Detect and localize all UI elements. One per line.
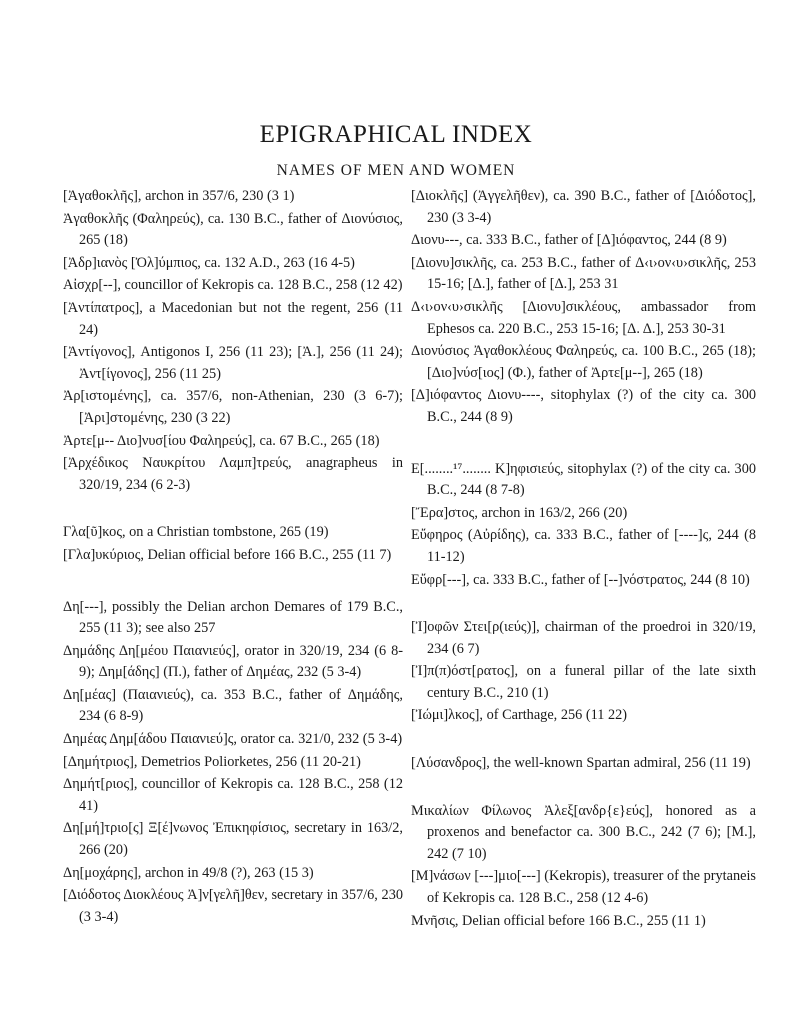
index-entry: [Ἰ]οφῶν Στει[ρ(ιεύς)], chairman of the proedroi in 320/19, 234 (6 7) [411,619,756,657]
index-entry: [Ἀγαθοκλῆς], archon in 357/6, 230 (3 1) [63,188,295,204]
index-entry: Διονύσιος Ἀγαθοκλέους Φαληρεύς, ca. 100 B.C., 265 (18); [Διο]νύσ[ιος] (Φ.), father of Ἀρτε[μ--], 265 (18) [411,343,756,381]
index-entry: Ἀρ[ιστομένης], ca. 357/6, non-Athenian, 230 (3 6-7); [Ἀρι]στομένης, 230 (3 22) [63,388,403,426]
index-entry: Εὔφρ[---], ca. 333 B.C., father of [--]νόστρατος, 244 (8 10) [411,571,750,588]
index-entry: [Ἔρα]στος, archon in 163/2, 266 (20) [411,504,628,521]
index-entry: Ἀγαθοκλῆς (Φαληρεύς), ca. 130 B.C., father of Διονύσιος, 265 (18) [63,210,403,249]
index-entry: Δη[μοχάρης], archon in 49/8 (?), 263 (15 3) [63,864,314,881]
index-column-right [411,186,756,933]
index-entry: Διονυ---, ca. 333 B.C., father of [Δ]ιόφαντος, 244 (8 9) [411,232,727,249]
index-entry: Δη[μέας] (Παιανιεύς), ca. 353 B.C., father of Δημάδης, 234 (6 8-9) [63,686,403,725]
index-entry: Ἀρτε[μ-- Διο]νυσ[ίου Φαληρεύς], ca. 67 B.C., 265 (18) [63,432,380,449]
index-entry: [Ἀρχέδικος Ναυκρίτου Λαμπ]τρεύς, anagrapheus in 320/19, 234 (6 2-3) [63,455,403,493]
index-entry: Αἰσχρ[--], councillor of Kekropis ca. 128 B.C., 258 (12 42) [63,277,403,294]
index-entry: Δη[---], possibly the Delian archon Demares of 179 B.C., 255 (11 3); see also 257 [63,598,403,637]
index-entry: [Διοκλῆς] (Ἀγγελῆθεν), ca. 390 B.C., father of [Διόδοτος], 230 (3 3-4) [411,188,756,226]
index-entry: [Ἀντίπατρος], a Macedonian but not the regent, 256 (11 24) [63,299,403,338]
index-entry: Δημάδης Δη[μέου Παιανιεύς], orator in 320/19, 234 (6 8-9); Δημ[άδης] (Π.), father of Δημέας, 232 (5 3-4) [63,642,403,681]
index-entry: [Ἀδρ]ιανὸς [Ὀλ]ύμπιος, ca. 132 A.D., 263 (16 4-5) [63,254,355,271]
index-entry: [Διονυ]σικλῆς, ca. 253 B.C., father of Δ‹ι›ον‹υ›σικλῆς, 253 15-16; [Δ.], father of [Δ.], 253 31 [411,254,756,293]
index-entry: Γλα[ῦ]κος, on a Christian tombstone, 265 (19) [63,524,329,541]
index-entry: [Ἰώμι]λκος], of Carthage, 256 (11 22) [411,707,627,724]
index-entry: [Δημήτριος], Demetrios Poliorketes, 256 (11 20-21) [63,753,361,770]
index-entry: Δημήτ[ριος], councillor of Kekropis ca. 128 B.C., 258 (12 41) [63,776,403,814]
index-entry: Μνῆσις, Delian official before 166 B.C., 255 (11 1) [411,912,706,929]
index-entry: [Μ]νάσων [---]μιο[---] (Kekropis), treasurer of the prytaneis of Kekropis ca. 128 B.C., 258 (12 4-6) [411,868,756,907]
index-entry: Ε[........¹⁷........ Κ]ηφισιεύς, sitophylax (?) of the city ca. 300 B.C., 244 (8 7-8) [411,460,756,499]
page-title: EPIGRAPHICAL INDEX [259,121,533,148]
index-column-left [63,186,403,929]
index-entry: [Λύσανδρος], the well-known Spartan admiral, 256 (11 19) [411,755,751,772]
index-entry: [Διόδοτος Διοκλέους Ἀ]ν[γελῆ]θεν, secretary in 357/6, 230 (3 3-4) [63,887,403,925]
index-entry: Δημέας Δημ[άδου Παιανιεύ]ς, orator ca. 321/0, 232 (5 3-4) [63,731,403,748]
index-entry: Μικαλίων Φίλωνος Ἀλεξ[ανδρ{ε}εύς], honored as a proxenos and benefactor ca. 300 B.C., 242 (7 6); [Μ.], 242 (7 10) [411,802,756,862]
index-entry: [Ἰ]π(π)όστ[ρατος], on a funeral pillar of the late sixth century B.C., 210 (1) [411,663,756,701]
index-entry: Δη[μή]τριο[ς] Ξ[έ]νωνος Ἐπικηφίσιος, secretary in 163/2, 266 (20) [63,820,403,859]
index-entry: [Δ]ιόφαντος Διονυ----, sitophylax (?) of the city ca. 300 B.C., 244 (8 9) [411,387,756,425]
index-entry: [Γλα]υκύριος, Delian official before 166 B.C., 255 (11 7) [63,546,392,563]
index-entry: [Ἀντίγονος], Antigonos I, 256 (11 23); [Ἀ.], 256 (11 24); Ἀντ[ίγονος], 256 (11 25) [63,344,403,382]
index-entry: Δ‹ι›ον‹υ›σικλῆς [Διονυ]σικλέους, ambassador from Ephesos ca. 220 B.C., 253 15-16; [Δ. Δ.], 253 30-31 [411,298,756,337]
section-title: NAMES OF MEN AND WOMEN [276,162,516,179]
index-entry: Εὔφηρος (Αὐρίδης), ca. 333 B.C., father of [----]ς, 244 (8 11-12) [411,527,756,565]
